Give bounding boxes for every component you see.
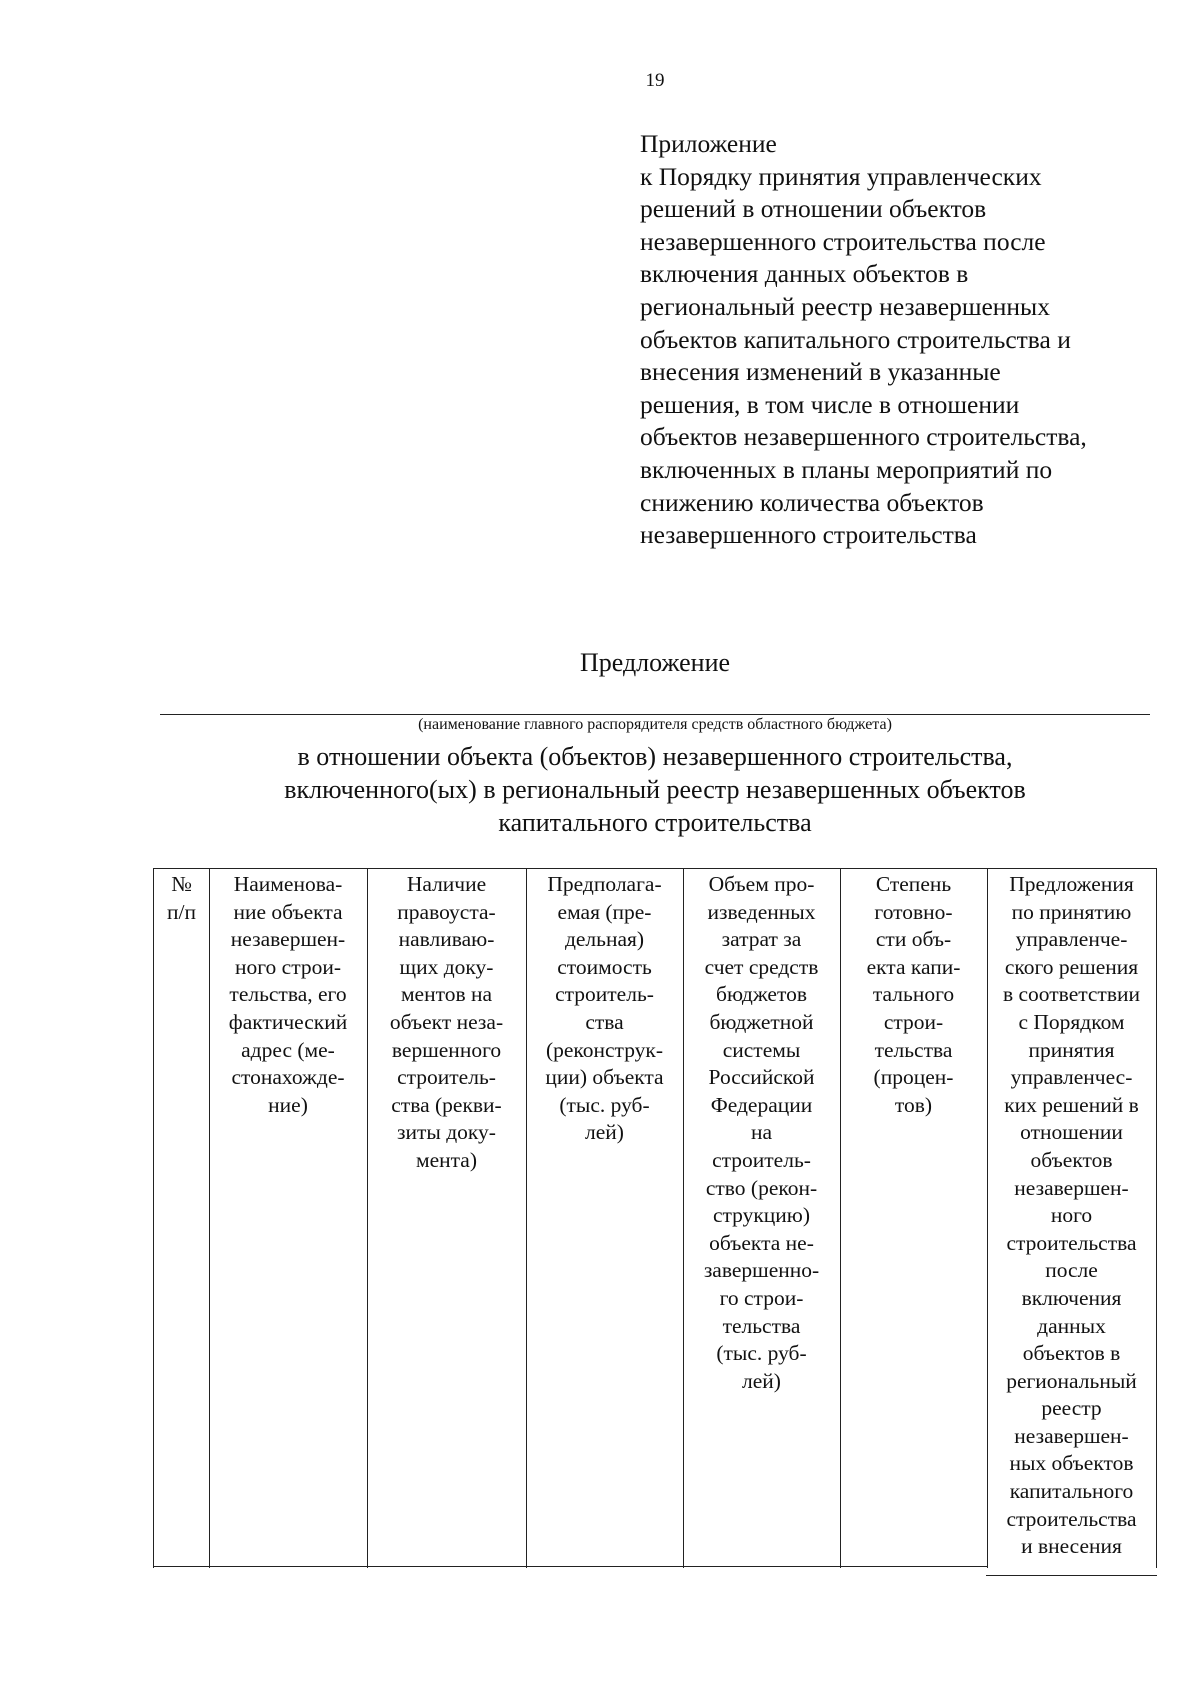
table-bottom-border (153, 1566, 987, 1567)
header-line: щих доку- (399, 954, 494, 979)
header-cell-number (154, 871, 209, 926)
appendix-header (640, 128, 1160, 552)
appendix-line: объектов капитального строительства и (640, 324, 1071, 354)
header-line: завершенно- (703, 1258, 820, 1283)
header-line: фактический (228, 1009, 348, 1034)
header-line: емая (пре- (557, 899, 652, 924)
appendix-line: включения данных объектов в (640, 259, 969, 289)
header-line: после (1045, 1258, 1098, 1283)
header-line: тельства (722, 1313, 801, 1338)
header-line: струкцию) (712, 1203, 811, 1228)
header-line: Степень (875, 872, 952, 896)
header-line: бюджетов (716, 982, 807, 1007)
header-line: (тыс. руб- (716, 1341, 807, 1366)
header-line: Федерации (710, 1092, 813, 1117)
proposal-table (153, 868, 1157, 1568)
document-subtitle (140, 740, 1170, 839)
header-line: ментов на (400, 982, 493, 1007)
header-line: ного (1050, 1203, 1093, 1228)
header-line: (тыс. руб- (559, 1092, 650, 1117)
header-line: отношении (1020, 1120, 1123, 1145)
appendix-line: решения, в том числе в отношении (640, 389, 1020, 419)
header-line: управленче- (1015, 927, 1128, 952)
header-line: объекта не- (709, 1230, 814, 1255)
subtitle-line: в отношении объекта (объектов) незавершенного строительства, (297, 742, 1013, 771)
header-line: го строи- (719, 1285, 804, 1310)
header-line: строитель- (712, 1147, 811, 1172)
header-line: реестр (1041, 1396, 1102, 1421)
header-line: региональный (1006, 1368, 1137, 1393)
header-cell-documents (367, 871, 526, 1175)
header-line: строитель- (397, 1065, 496, 1090)
header-cell-object-name (209, 871, 367, 1119)
header-line: с Порядком (1018, 1009, 1125, 1034)
header-line: счет средств (704, 954, 819, 979)
header-line: готовно- (874, 899, 953, 924)
name-caption: (наименование главного распорядителя средств областного бюджета) (418, 716, 892, 733)
header-line: стоимость (557, 954, 652, 979)
subtitle-line: капитального строительства (498, 808, 812, 837)
header-line: ства (585, 1009, 624, 1034)
header-line: данных (1037, 1313, 1106, 1338)
appendix-line: незавершенного строительства (640, 520, 977, 550)
header-line: лей) (585, 1120, 624, 1145)
header-line: ство (рекон- (705, 1175, 818, 1200)
header-cell-expenses (683, 871, 840, 1395)
header-line: зиты доку- (397, 1120, 496, 1145)
appendix-line: включенных в планы мероприятий по (640, 454, 1053, 484)
header-line: навливаю- (398, 927, 495, 952)
header-cell-proposals (987, 871, 1156, 1561)
header-line: объектов в (1022, 1341, 1121, 1366)
header-line: и внесения (1021, 1534, 1122, 1559)
header-line: (реконструк- (545, 1037, 664, 1062)
header-line: ние объекта (233, 899, 343, 924)
header-line: объектов (1030, 1147, 1113, 1172)
header-line: ние) (268, 1092, 308, 1117)
header-line: изведенных (707, 899, 816, 924)
header-line: тального (872, 982, 955, 1007)
header-line: капитального (1009, 1479, 1134, 1504)
header-line: вершенного (391, 1037, 502, 1062)
appendix-line: снижению количества объектов (640, 487, 984, 517)
appendix-line: внесения изменений в указанные (640, 357, 1001, 387)
header-line: Предложения (1009, 872, 1134, 896)
document-title: Предложение (579, 648, 731, 677)
header-line: незавершен- (1014, 1175, 1129, 1200)
header-line: тельства (874, 1037, 953, 1062)
header-line: ных объектов (1009, 1451, 1134, 1476)
header-line: ких решений в (1004, 1092, 1139, 1117)
header-line: затрат за (721, 927, 802, 952)
header-line: Объем про- (708, 872, 815, 896)
header-line: ского решения (1004, 954, 1139, 979)
subtitle-line: включенного(ых) в региональный реестр незавершенных объектов (284, 775, 1026, 804)
header-line: на (750, 1120, 773, 1145)
header-line: ции) объекта (545, 1065, 664, 1090)
appendix-line: к Порядку принятия управленческих (640, 161, 1042, 191)
header-line: ного строи- (234, 954, 342, 979)
page-number: 19 (645, 70, 665, 91)
name-fill-line (160, 714, 1150, 715)
header-line: по принятию (1011, 899, 1132, 924)
header-line: Наличие (406, 872, 487, 896)
header-line: Российской (708, 1065, 815, 1090)
header-line: строи- (883, 1009, 944, 1034)
header-line: объект неза- (389, 1009, 504, 1034)
header-line: строительства (1006, 1230, 1137, 1255)
header-line: строитель- (555, 982, 654, 1007)
header-line: Наименова- (233, 872, 343, 896)
header-line: бюджетной (709, 1009, 814, 1034)
appendix-line: региональный реестр незавершенных (640, 291, 1050, 321)
header-line: незавершен- (230, 927, 346, 952)
header-line: дельная) (564, 927, 645, 952)
header-line: системы (722, 1037, 801, 1062)
header-line: стонахожде- (231, 1065, 345, 1090)
header-line: п/п (167, 899, 196, 924)
header-line: сти объ- (875, 927, 952, 952)
header-line: тов) (894, 1092, 933, 1117)
header-line: Предполага- (547, 872, 662, 896)
header-line: ства (рекви- (391, 1092, 502, 1117)
header-line: (процен- (873, 1065, 954, 1090)
header-line: незавершен- (1014, 1423, 1129, 1448)
header-cell-readiness (840, 871, 987, 1119)
table-bottom-border (986, 1575, 1157, 1576)
header-line: № (171, 872, 192, 896)
header-line: тельства, его (229, 982, 347, 1007)
header-line: адрес (ме- (241, 1037, 335, 1062)
header-line: управленчес- (1010, 1065, 1133, 1090)
header-line: в соответствии (1002, 982, 1140, 1007)
appendix-line: решений в отношении объектов (640, 194, 987, 224)
header-line: правоуста- (397, 899, 496, 924)
header-line: екта капи- (866, 954, 961, 979)
appendix-line: незавершенного строительства после (640, 226, 1046, 256)
appendix-line: Приложение (640, 129, 777, 158)
header-line: строительства (1006, 1506, 1137, 1531)
appendix-line: объектов незавершенного строительства, (640, 422, 1087, 452)
header-line: принятия (1028, 1037, 1115, 1062)
header-line: лей) (742, 1368, 781, 1393)
header-line: мента) (415, 1147, 477, 1172)
header-cell-estimated-cost (526, 871, 683, 1147)
header-line: включения (1021, 1285, 1122, 1310)
